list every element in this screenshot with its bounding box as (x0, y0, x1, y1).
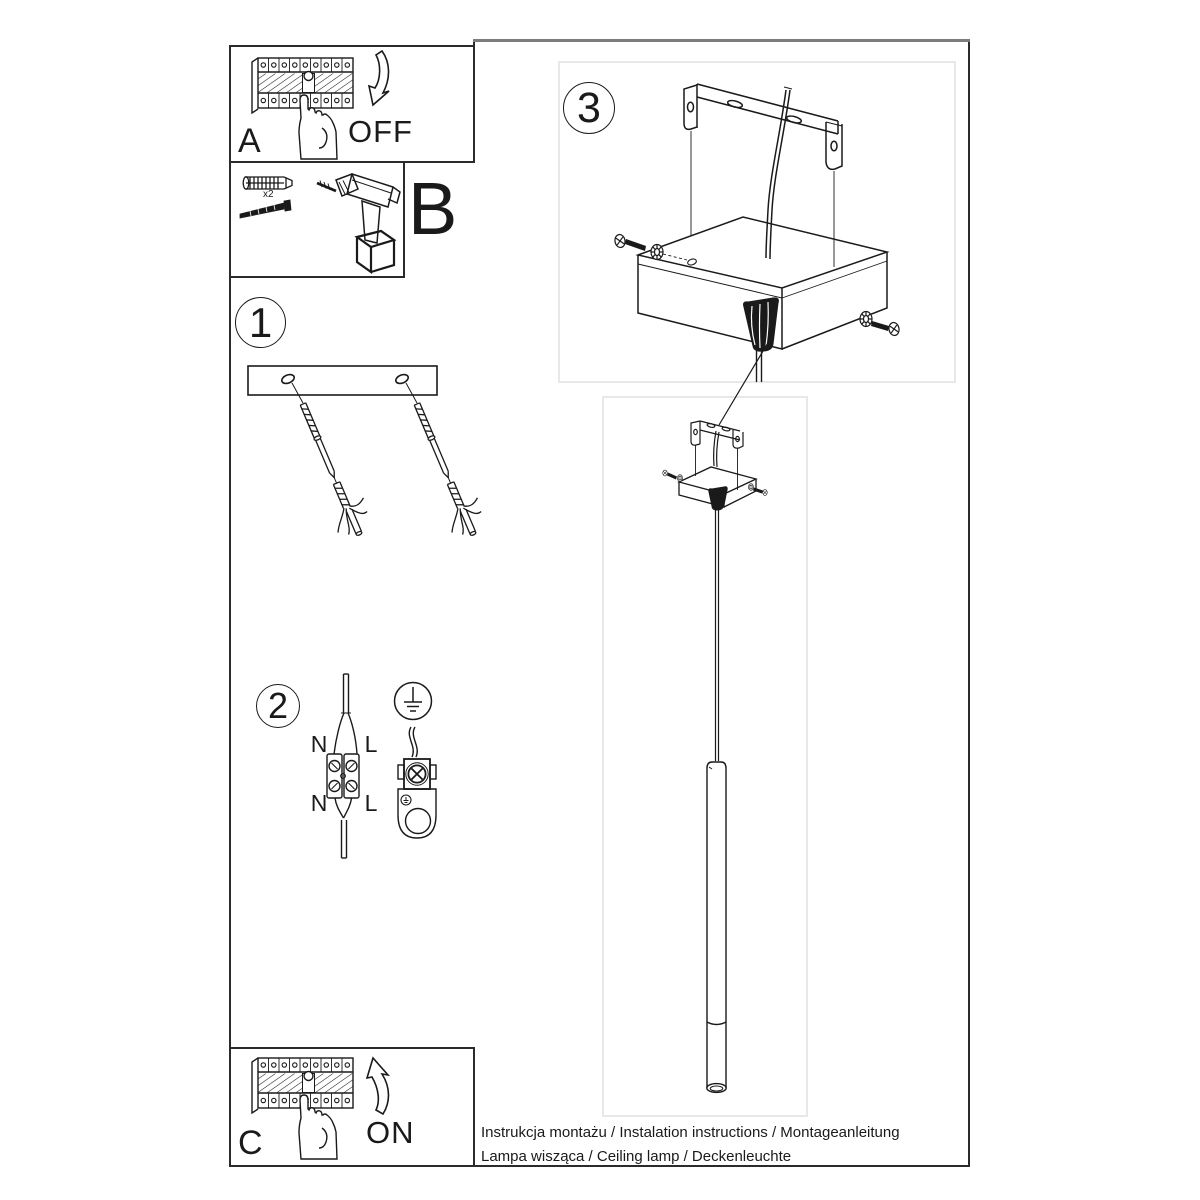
pendant-tube-icon (707, 762, 726, 1092)
panel-c-label: C (238, 1124, 263, 1162)
step1-number (235, 297, 286, 348)
wire-label-l-top: L (364, 731, 378, 757)
ground-symbol-icon (395, 683, 432, 720)
breaker-panel-a-icon (252, 58, 353, 159)
footer-line1: Instrukcja montażu / Instalation instructions / Montageanleitung (481, 1124, 900, 1141)
arrow-up-icon (367, 1058, 389, 1114)
breaker-panel-c-icon (252, 1058, 353, 1159)
step2-number-text: 2 (267, 685, 289, 726)
anchor-screw-icon (400, 397, 490, 543)
step2-number (256, 684, 300, 728)
step3-number (563, 82, 615, 134)
pendant-bracket-icon (691, 421, 743, 490)
step3-number-text: 3 (577, 83, 601, 132)
step1-number-text: 1 (248, 298, 273, 346)
pendant-cable (716, 510, 719, 761)
on-label: ON (366, 1115, 415, 1150)
ground-clamp-icon (398, 727, 436, 838)
mounting-bar-icon (248, 366, 437, 403)
arrow-down-icon (369, 51, 389, 105)
panel-b-label: B (408, 167, 458, 250)
wire-label-n-top: N (310, 731, 328, 757)
off-label: OFF (348, 114, 413, 149)
terminal-block-icon (327, 674, 359, 858)
anchor-screw-icon (286, 397, 376, 543)
anchor-quantity-label: x2 (263, 189, 274, 200)
wire-label-l-bottom: L (364, 790, 378, 816)
pendant-screw-left-icon (663, 470, 683, 481)
ceiling-bracket-icon (684, 84, 842, 267)
canopy-screw-right-icon (860, 312, 900, 337)
footer-text (481, 1121, 900, 1168)
wall-plug-icon (243, 177, 292, 189)
leader-line (719, 341, 769, 425)
footer-line2: Lampa wisząca / Ceiling lamp / Deckenleuchte (481, 1147, 792, 1165)
drill-icon (317, 174, 400, 272)
screw-icon (240, 200, 291, 218)
wire-label-n-bottom: N (310, 790, 328, 816)
panel-a-label: A (238, 122, 261, 160)
